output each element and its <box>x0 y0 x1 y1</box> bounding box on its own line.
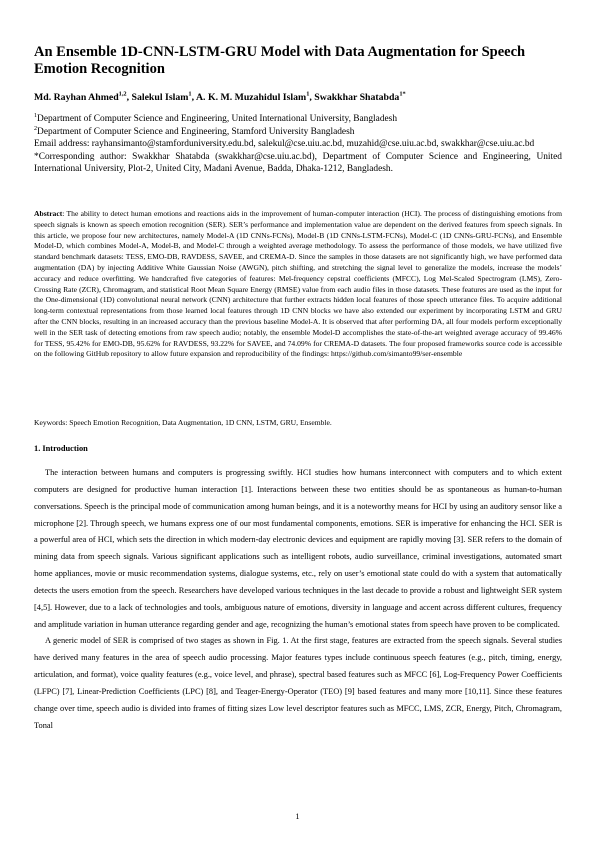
affiliation-text: Department of Computer Science and Engineering, Stamford University Bangladesh <box>37 126 355 137</box>
abstract <box>34 209 562 360</box>
affiliation-line <box>34 126 562 139</box>
abstract-text: : The ability to detect human emotions and reactions aids in the improvement of human-computer interaction (HCI). The process of distinguishing emotions from speech signals is known as speech emotion recognition (SER). SER’s performance and implementation value are dependent on the derived features from speech signals. In this article, we propose four new architectures, namely Model-A (1D CNNs-FCNs), Model-B (1D CNNs-LSTM-FCNs), Model-C (1D CNNs-GRU-FCNs), and Ensemble Model-D, which combines Model-A, Model-B, and Model-C through a weighted average methodology. To assess the performance of those models, we have utilized five standard benchmark datasets: TESS, EMO-DB, RAVDESS, SAVEE, and CREMA-D. Since the samples in those datasets are not significantly high, we have performed data augmentation (DA) by injecting Additive White Gaussian Noise (AWGN), pitch shifting, and stretching the signal level to generalize the models, increase the models’ accuracy and reduce overfitting. We handcrafted five categories of features: Mel-frequency cepstral coefficients (MFCC), Log Mel-Scaled Spectrogram (LMS), Zero-Crossing Rate (ZCR), Chromagram, and statistical Root Mean Square Energy (RMSE) value from each audio files in those datasets. These features are used as the input for the One-dimensional (1D) convolutional neural network (CNN) architecture that further extracts hidden local features of those speech utterance files. To acquire additional long-term contextual representations from those learned local features through 1D CNN blocks we have also extended our experiment by incorporating LSTM and GRU after the CNN blocks, resulting in an increased accuracy than the previous baseline Model-A. It is observed that after performing DA, all four models perform exceptionally well in the SER task of detecting emotions from raw speech audio; notably, the ensemble Model-D accomplishes the state-of-the-art weighted average accuracy of 99.46% for TESS, 95.42% for EMO-DB, 95.62% for RAVDESS, 93.22% for SAVEE, and 74.09% for CREMA-D datasets. The four proposed frameworks source code is accessible on the following GitHub repository to allow future expansion and reproducibility of the findings: https://github.com/simanto99/ser-ensemble <box>34 209 562 359</box>
author-superscript: 1,2 <box>118 90 127 98</box>
affiliation-superscript: 2 <box>34 125 38 132</box>
affiliation-block <box>34 113 562 176</box>
author-list: Md. Rayhan Ahmed$^{1,2}$, Salekul Islam$^1$, A. K. M. Muzahidul Islam$^1$, Swakkhar Shatabda$^{1*}$ <box>34 90 406 103</box>
author-name: A. K. M. Muzahidul Islam <box>195 92 307 103</box>
corresponding-author: *Corresponding author: Swakkhar Shatabda (swakkhar@cse.uiu.ac.bd), Department of Computer Science and Engineering, United International University, Plot-2, United City, Madani Avenue, Badda, Dhaka-1212, Bangladesh. <box>34 151 562 175</box>
author-name: Md. Rayhan Ahmed <box>34 92 119 103</box>
author-name: Salekul Islam <box>131 92 189 103</box>
abstract-label: Abstract <box>34 209 63 218</box>
affiliation-line <box>34 113 562 126</box>
affiliation-text: Department of Computer Science and Engineering, United International University, Bangladesh <box>37 114 398 124</box>
author-superscript: 1 <box>306 90 310 98</box>
paragraph: The interaction between humans and computers is progressing swiftly. HCI studies how humans interconnect with computers and to which extent computers are designed for productive human interaction [1]. Interactions between these two entities should be as spontaneous as human-to-human conversations. Speech is the principal mode of communication among human beings, and it is a noteworthy means for HCI by using an auditory sensor like a microphone [2]. Through speech, we humans express one of our most fundamental components, emotions. SER is imperative for enhancing the HCI. SER is a powerful area of HCI, which sets the direction in which modern-day electronic devices and equipment are rapidly moving [3]. SER refers to the domain of mining data from speech signals. Various significant applications such as intelligent robots, audio surveillance, criminal investigations, automated smart home appliances, movie or music recommendation systems, dialogue systems, etc., rely on user’s emotional state could do with a system that automatically detects the users emotion from the speech. Researchers have developed various techniques in the last decade to provide a robust and lightweight SER system [4,5]. However, due to a lack of technologies and tools, ambiguous nature of emotions, diversity in language and accent across different cultures, frequency and amplitude variation in human utterance regarding gender and age, recognizing the human’s emotional states from speech have proven to be complicated. <box>34 468 562 629</box>
author-superscript: 1* <box>399 90 406 98</box>
section-heading: 1. Introduction <box>34 444 88 453</box>
author-name: Swakkhar Shatabda <box>314 92 400 103</box>
paper-title: An Ensemble 1D-CNN-LSTM-GRU Model with Data Augmentation for Speech Emotion Recognition <box>34 44 526 77</box>
page-number: 1 <box>295 812 300 821</box>
affiliation-superscript: 1 <box>34 112 38 119</box>
body-text <box>34 465 562 735</box>
email-addresses: Email address: rayhansimanto@stamforduniversity.edu.bd, salekul@cse.uiu.ac.bd, muzahid@cse.uiu.ac.bd, swakkhar@cse.uiu.ac.bd <box>34 139 535 150</box>
paragraph: A generic model of SER is comprised of two stages as shown in Fig. 1. At the first stage, features are extracted from the speech signals. Several studies have derived many features in the area of speech audio processing. Major features types include continuous speech features (e.g., pitch, timing, energy, articulation, and format), voice quality features (e.g., voice level, and phrase), spectral based features such as MFCC [6], Log-Frequency Power Coefficients (LFPC) [7], Linear-Prediction Coefficients (LPC) [8], and Teager-Energy-Operator (TEO) [9] based features and many more [10,11]. Since these features change over time, speech audio is divided into frames of fitting sizes Low level descriptor features such as MFCC, LMS, ZCR, Energy, Pitch, Chromagram, Tonal <box>34 636 562 730</box>
keywords: Keywords: Speech Emotion Recognition, Data Augmentation, 1D CNN, LSTM, GRU, Ensemble. <box>34 418 332 427</box>
author-superscript: 1 <box>188 90 192 98</box>
